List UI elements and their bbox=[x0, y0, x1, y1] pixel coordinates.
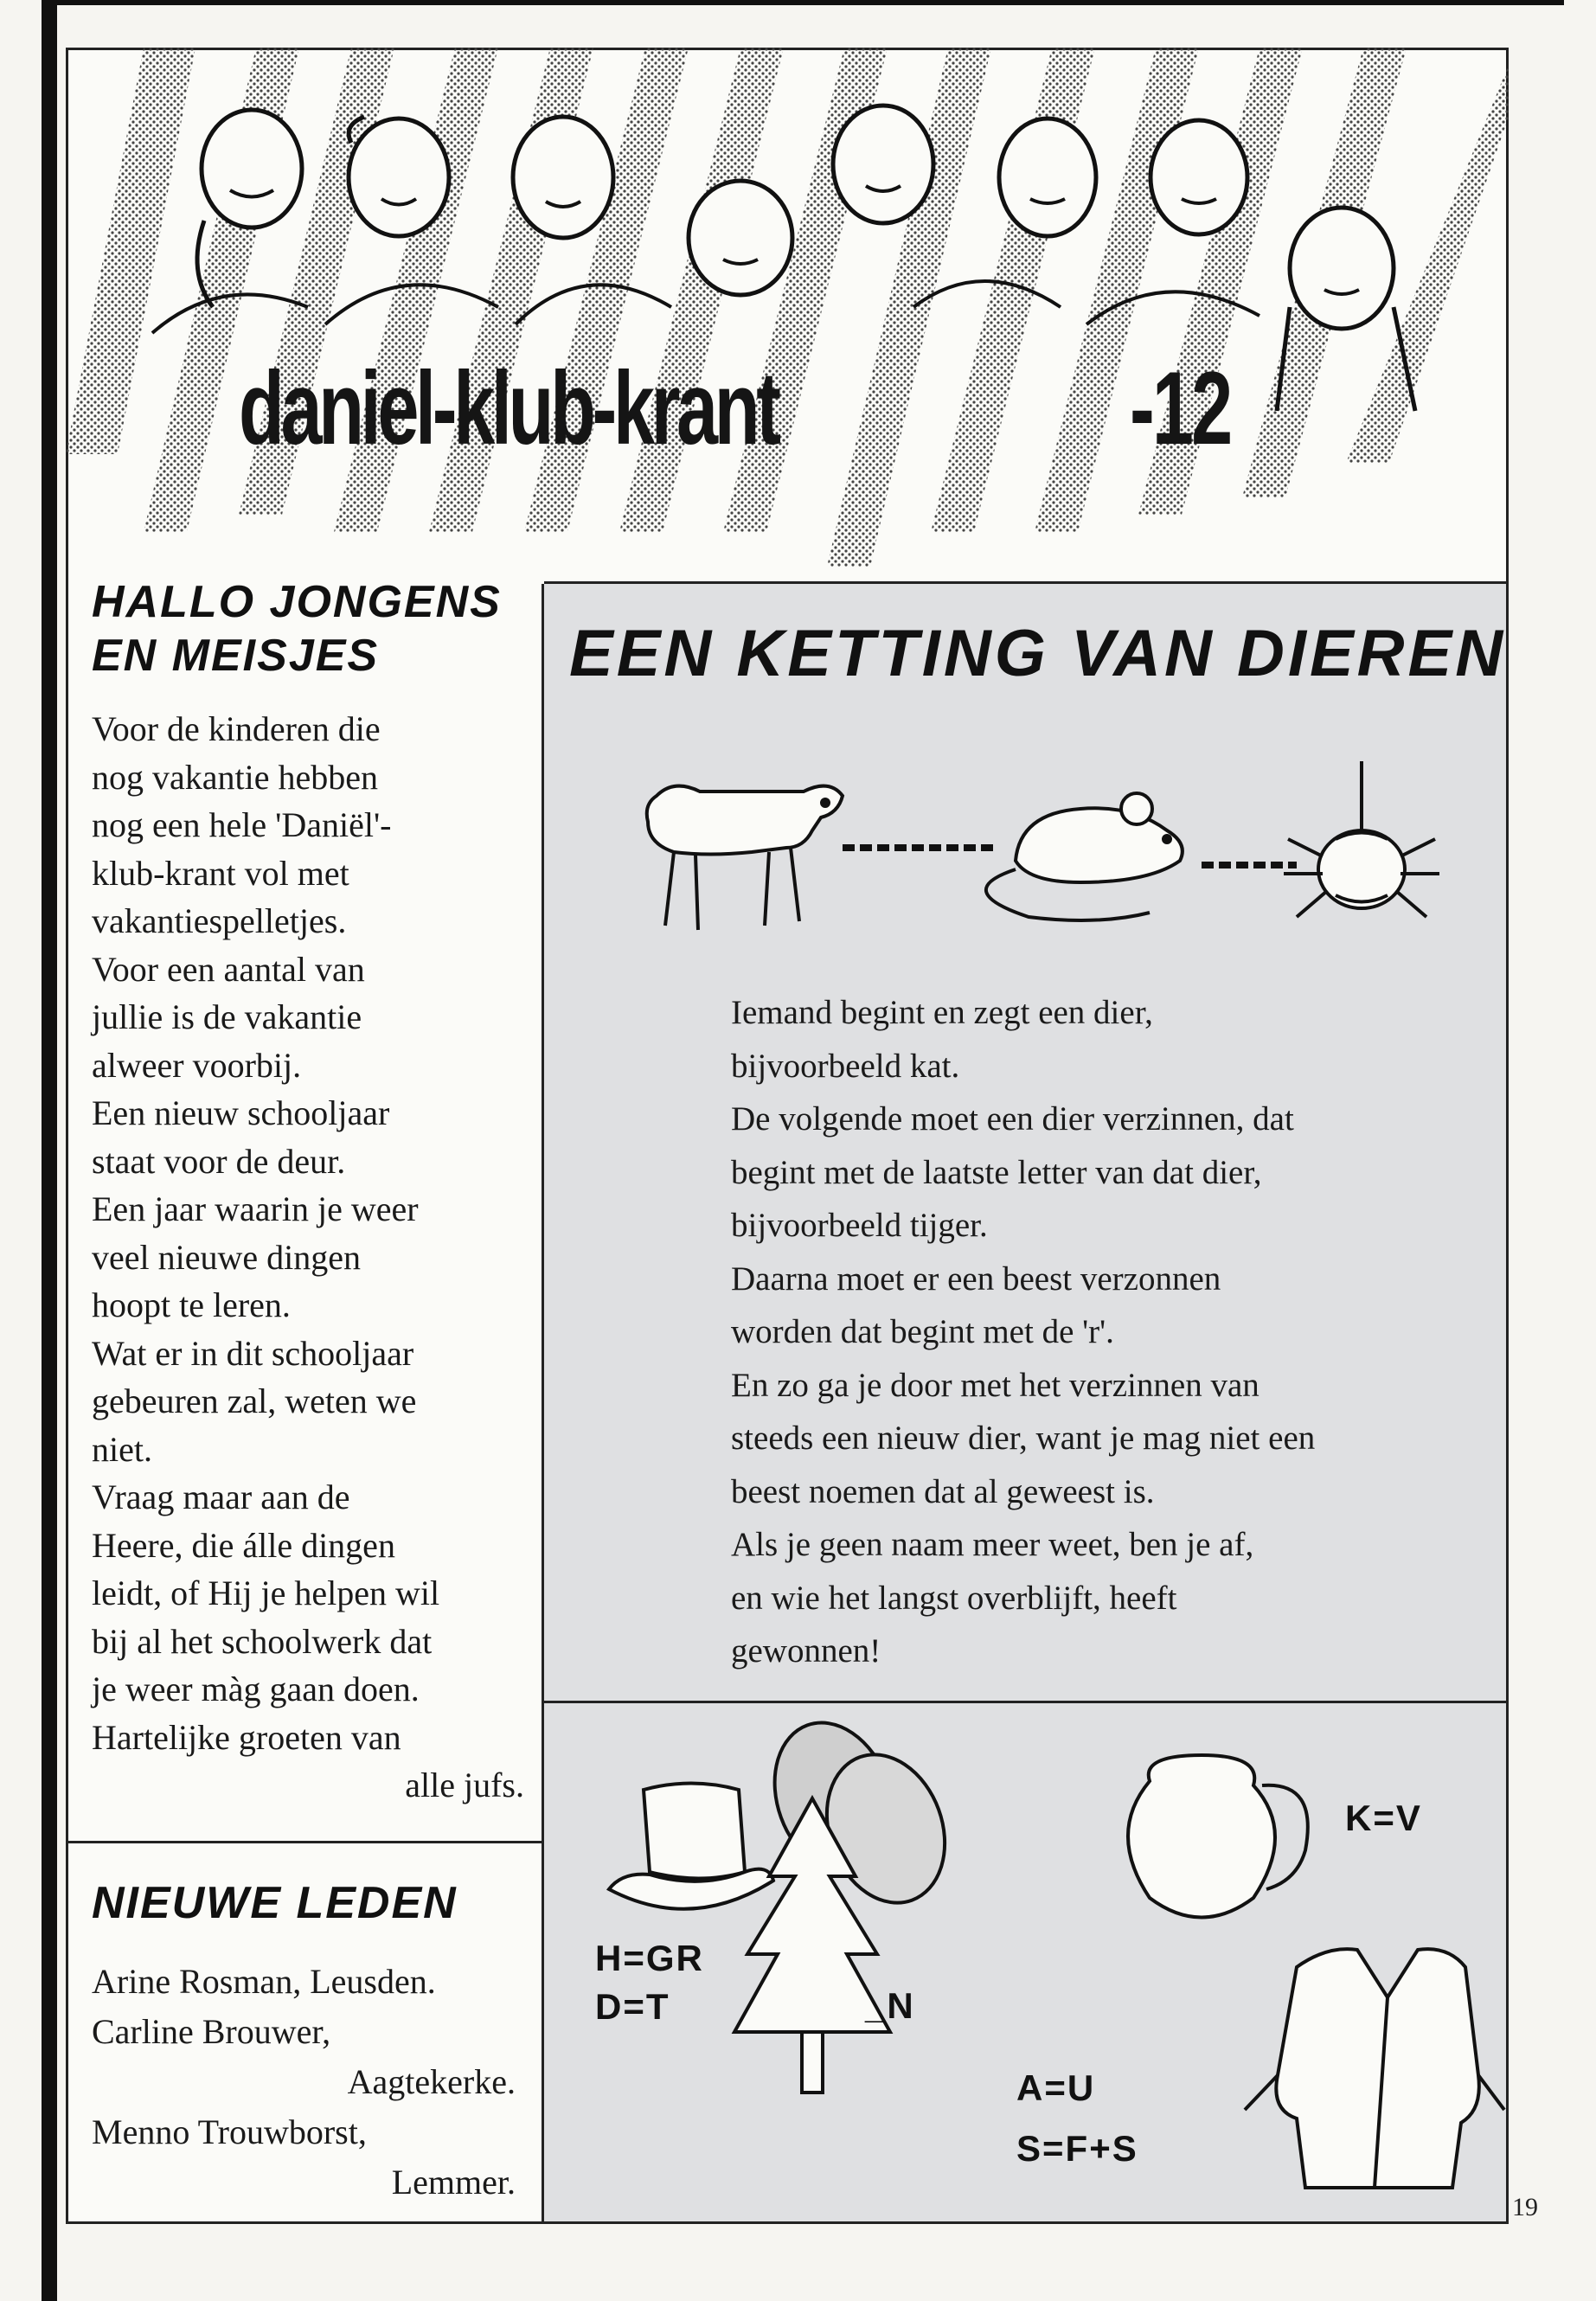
ketting-line: gewonnen! bbox=[731, 1632, 881, 1670]
hello-line: je weer màg gaan doen. bbox=[92, 1670, 420, 1708]
ketting-line: en wie het langst overblijft, heeft bbox=[731, 1579, 1177, 1617]
ketting-heading: EEN KETTING VAN DIEREN bbox=[569, 617, 1507, 690]
ketting-line: bijvoorbeeld kat. bbox=[731, 1047, 960, 1085]
hello-line: Voor een aantal van bbox=[92, 949, 365, 989]
ketting-line: worden dat begint met de 'r'. bbox=[731, 1313, 1114, 1350]
leden-line: Arine Rosman, Leusden. bbox=[92, 1962, 436, 2001]
leden-line: Aagtekerke. bbox=[347, 2062, 516, 2101]
hello-line: niet. bbox=[92, 1429, 152, 1469]
left-section-divider bbox=[66, 1841, 544, 1843]
top-rule bbox=[42, 0, 1564, 5]
ketting-line: Als je geen naam meer weet, ben je af, bbox=[731, 1526, 1254, 1563]
binding-edge bbox=[42, 0, 57, 2301]
ketting-line: En zo ga je door met het verzinnen van bbox=[731, 1366, 1259, 1404]
ketting-line: Iemand begint en zegt een dier, bbox=[731, 994, 1153, 1031]
spider-icon bbox=[1284, 761, 1439, 917]
ketting-body bbox=[731, 986, 1492, 1678]
hello-heading-line1: HALLO JONGENS bbox=[92, 577, 502, 627]
hello-line: nog een hele 'Daniël'- bbox=[92, 805, 392, 844]
hello-line: jullie is de vakantie bbox=[92, 997, 362, 1036]
hello-line: staat voor de deur. bbox=[92, 1141, 346, 1181]
panel-top-rule bbox=[544, 581, 1509, 584]
hello-line: hoopt te leren. bbox=[92, 1285, 291, 1324]
hello-line: Wat er in dit schooljaar bbox=[92, 1333, 414, 1373]
clue-h-gr: H=GR bbox=[595, 1938, 704, 1978]
hello-heading-line2: EN MEISJES bbox=[92, 631, 380, 681]
leden-heading: NIEUWE LEDEN bbox=[92, 1878, 458, 1928]
hello-line: Heere, die álle dingen bbox=[92, 1525, 395, 1565]
clue-k-v: K=V bbox=[1345, 1798, 1422, 1838]
hello-line: veel nieuwe dingen bbox=[92, 1237, 361, 1277]
ketting-line: steeds een nieuw dier, want je mag niet een bbox=[731, 1420, 1316, 1457]
lamb-icon bbox=[647, 786, 843, 930]
hello-signoff: alle jufs. bbox=[405, 1766, 524, 1804]
stippled-children-illustration bbox=[66, 48, 1509, 584]
cookies-icon bbox=[754, 1706, 965, 1920]
leden-list bbox=[92, 1957, 516, 2208]
leden-line: Menno Trouwborst, bbox=[92, 2112, 367, 2151]
hello-line: alweer voorbij. bbox=[92, 1045, 302, 1085]
animal-chain-illustration bbox=[544, 744, 1506, 952]
ketting-line: De volgende moet een dier verzinnen, dat bbox=[731, 1100, 1294, 1138]
clue-s-fs: S=F+S bbox=[1016, 2128, 1138, 2169]
hello-line: Voor de kinderen die bbox=[92, 709, 381, 748]
clue-d-t: D=T bbox=[595, 1986, 670, 2027]
masthead-title: daniel-klub-krant bbox=[239, 350, 778, 466]
hello-line: klub-krant vol met bbox=[92, 853, 349, 893]
hello-line: gebeuren zal, weten we bbox=[92, 1381, 417, 1420]
jug-icon bbox=[1128, 1755, 1308, 1918]
mouse-icon bbox=[986, 793, 1183, 920]
leden-line: Lemmer. bbox=[391, 2163, 516, 2202]
hello-line: Vraag maar aan de bbox=[92, 1477, 350, 1516]
ketting-line: beest noemen dat al geweest is. bbox=[731, 1472, 1155, 1510]
leden-line: Carline Brouwer, bbox=[92, 2012, 331, 2051]
hello-line: Hartelijke groeten van bbox=[92, 1717, 401, 1757]
hello-heading bbox=[92, 575, 524, 683]
ketting-line: bijvoorbeeld tijger. bbox=[731, 1207, 988, 1244]
hello-line: vakantiespelletjes. bbox=[92, 901, 347, 940]
hello-body bbox=[92, 705, 524, 1810]
issue-number: -12 bbox=[1130, 350, 1231, 466]
hello-line: bij al het schoolwerk dat bbox=[92, 1621, 433, 1661]
ketting-line: Daarna moet er een beest verzonnen bbox=[731, 1259, 1221, 1298]
page-number: 19 bbox=[1512, 2193, 1538, 2221]
hello-line: nog vakantie hebben bbox=[92, 757, 378, 797]
coat-icon bbox=[1245, 1949, 1504, 2188]
hello-line: Een nieuw schooljaar bbox=[92, 1093, 390, 1132]
clue-a-u: A=U bbox=[1016, 2067, 1096, 2108]
hat-icon bbox=[609, 1784, 773, 1909]
clue-n: _N bbox=[865, 1985, 915, 2026]
masthead-banner bbox=[66, 48, 1509, 584]
ketting-line: begint met de laatste letter van dat dier, bbox=[731, 1153, 1262, 1191]
hello-line: Een jaar waarin je weer bbox=[92, 1189, 419, 1228]
hello-line: leidt, of Hij je helpen wil bbox=[92, 1574, 440, 1612]
